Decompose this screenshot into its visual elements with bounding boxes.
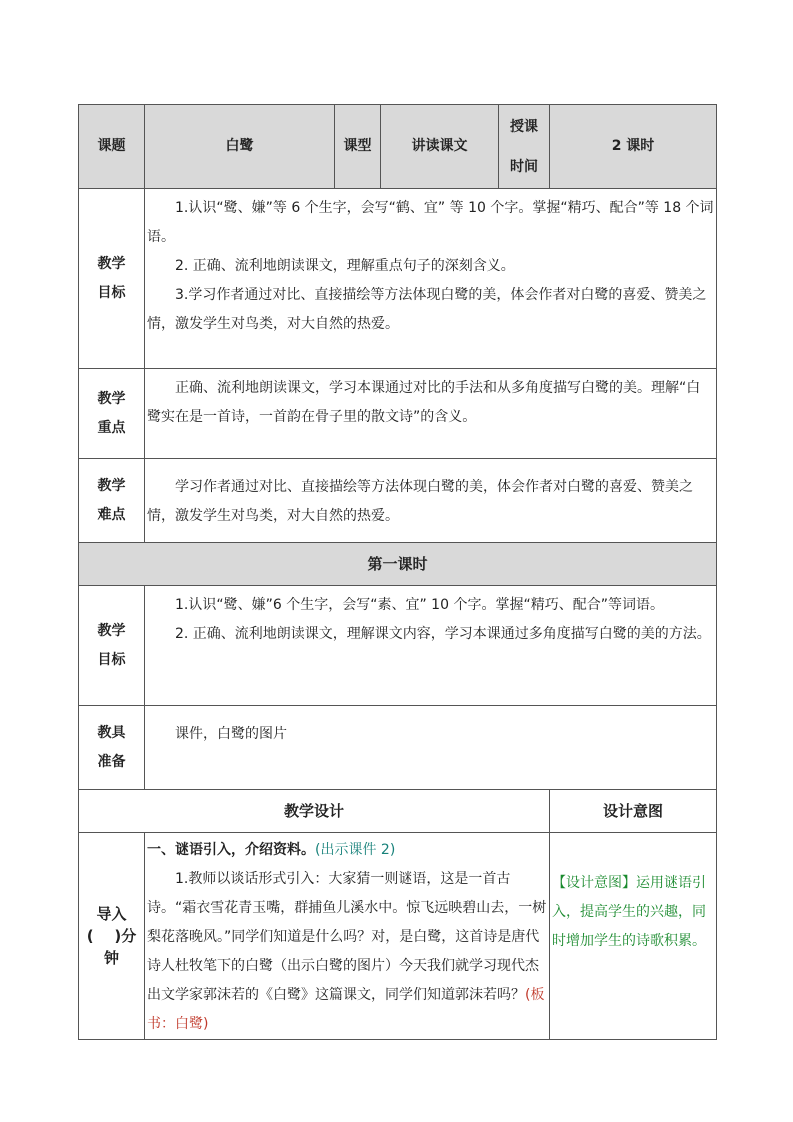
materials-label-line1: 教具 — [97, 724, 126, 741]
label-time-line1: 授课 — [510, 118, 538, 135]
design-header: 教学设计 — [79, 790, 550, 833]
lesson1-objectives-content — [145, 586, 717, 706]
intro-row — [79, 833, 717, 1040]
lesson1-title-row — [79, 543, 717, 586]
materials-content — [145, 706, 717, 790]
objective-line: 2. 正确、流利地朗读课文，理解重点句子的深刻含义。 — [175, 258, 515, 274]
intro-content — [145, 833, 550, 1040]
materials-label-line2: 准备 — [97, 753, 126, 770]
intro-heading-line — [147, 836, 547, 865]
lesson-title: 白鹭 — [145, 105, 335, 189]
difficulty-content — [145, 459, 717, 543]
materials-row — [79, 706, 717, 790]
design-header-row — [79, 790, 717, 833]
intro-heading: 一、谜语引入，介绍资料。 — [147, 842, 315, 858]
label-title: 课题 — [79, 105, 145, 189]
intro-label-line1: 导入 — [96, 905, 127, 923]
label-time-line2: 时间 — [510, 158, 538, 175]
label-time — [499, 105, 550, 189]
objectives-label — [79, 189, 145, 369]
difficulty-label-line1: 教学 — [97, 477, 126, 494]
difficulty-text: 学习作者通过对比、直接描绘等方法体现白鹭的美，体会作者对白鹭的喜爱、赞美之情，激发学生对鸟类，对大自然的热爱。 — [147, 479, 693, 524]
objective-line: 3.学习作者通过对比、直接描绘等方法体现白鹭的美，体会作者对白鹭的喜爱、赞美之情，激发学生对鸟类，对大自然的热爱。 — [147, 287, 707, 332]
focus-label-line1: 教学 — [97, 390, 126, 407]
lesson1-objectives-label-line1: 教学 — [97, 622, 126, 639]
objectives-content — [145, 189, 717, 369]
difficulty-label — [79, 459, 145, 543]
lesson1-title: 第一课时 — [79, 543, 717, 586]
intro-text: 1.教师以谈话形式引入：大家猜一则谜语，这是一首古诗。“霜衣雪花青玉嘴，群捕鱼儿溪水中。惊飞远映碧山去，一树梨花落晚风。”同学们知道是什么吗？对，是白鹭，这首诗是唐代诗人杜牧笔下的白鹭（出示白鹭的图片）今天我们就学习现代杰出文学家郭沫若的《白鹭》这篇课文，同学们知道郭沫若吗？ — [147, 871, 547, 1003]
intro-paragraph — [147, 865, 547, 1039]
intro-label-line2: ( )分 — [86, 927, 137, 945]
focus-row — [79, 369, 717, 459]
difficulty-label-line2: 难点 — [97, 506, 126, 523]
lesson-plan-table — [78, 104, 717, 1040]
lesson-time: 2 课时 — [550, 105, 717, 189]
lesson1-objectives-label — [79, 586, 145, 706]
lesson-type: 讲读课文 — [381, 105, 499, 189]
intro-intent-text: 【设计意图】运用谜语引入，提高学生的兴趣，同时增加学生的诗歌积累。 — [552, 875, 706, 949]
lesson1-objective-line: 1.认识“鹭、嫌”6 个生字，会写“素、宜” 10 个字。掌握“精巧、配合”等词语。 — [175, 597, 664, 613]
intro-intent — [550, 833, 717, 1040]
label-type: 课型 — [335, 105, 381, 189]
materials-text: 课件，白鹭的图片 — [175, 726, 287, 742]
materials-label — [79, 706, 145, 790]
lesson1-objective-line: 2. 正确、流利地朗读课文，理解课文内容，学习本课通过多角度描写白鹭的美的方法。 — [175, 626, 711, 642]
objectives-label-line2: 目标 — [97, 284, 126, 301]
header-row — [79, 105, 717, 189]
difficulty-row — [79, 459, 717, 543]
focus-label — [79, 369, 145, 459]
focus-content — [145, 369, 717, 459]
intro-label-line3: 钟 — [103, 949, 119, 967]
lesson1-objectives-label-line2: 目标 — [97, 651, 126, 668]
objective-line: 1.认识“鹭、嫌”等 6 个生字，会写“鹤、宜” 等 10 个字。掌握“精巧、配合”等 18 个词语。 — [147, 200, 714, 245]
intro-label — [79, 833, 145, 1040]
focus-label-line2: 重点 — [97, 419, 126, 436]
lesson1-objectives-row — [79, 586, 717, 706]
intent-header: 设计意图 — [550, 790, 717, 833]
focus-text: 正确、流利地朗读课文，学习本课通过对比的手法和从多角度描写白鹭的美。理解“白鹭实在是一首诗，一首韵在骨子里的散文诗”的含义。 — [147, 380, 701, 425]
objectives-label-line1: 教学 — [97, 255, 126, 272]
intro-board-note: (板书：白鹭) — [147, 987, 545, 1032]
objectives-row — [79, 189, 717, 369]
intro-heading-note: (出示课件 2) — [315, 842, 396, 858]
